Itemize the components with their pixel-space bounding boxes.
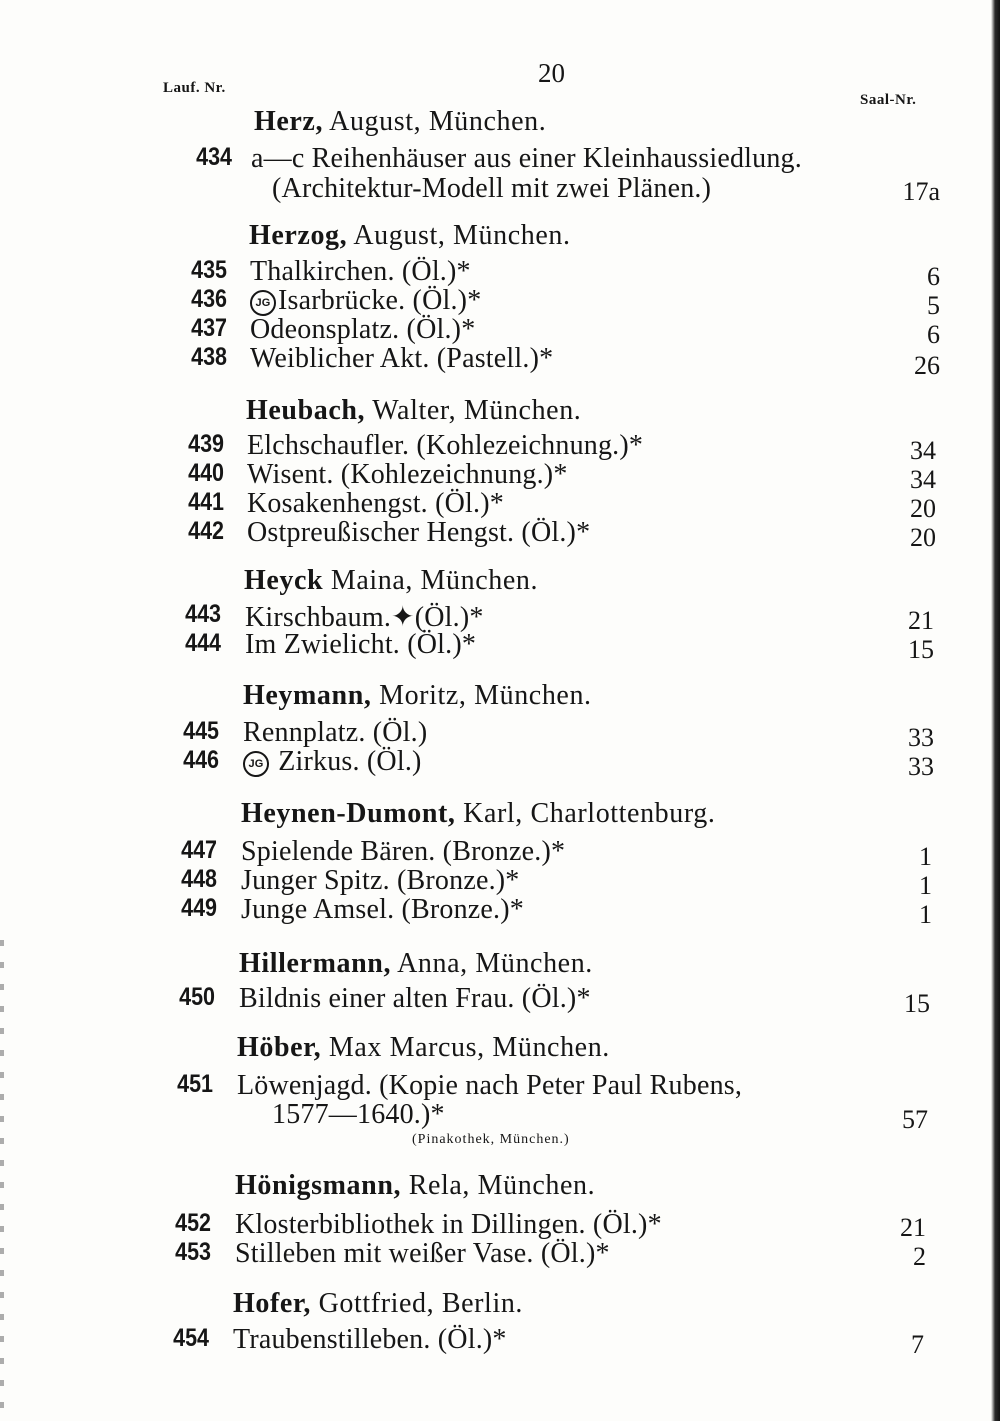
artist-location: Walter, München.	[365, 395, 582, 426]
entry-room: 1	[919, 871, 932, 900]
entry-title: Elchschaufler. (Kohlezeichnung.)*	[247, 430, 644, 461]
artist-name: Heubach,	[246, 395, 366, 426]
entry-room: 20	[910, 494, 936, 523]
entry-note: (Pinakothek, München.)	[412, 1132, 570, 1147]
catalog-entry	[0, 314, 1000, 349]
artist-location: Anna, München.	[391, 948, 593, 979]
entry-number: 436	[191, 285, 227, 313]
catalog-entry	[0, 1070, 1000, 1100]
entry-room: 15	[904, 989, 930, 1018]
catalog-entry	[0, 629, 1000, 664]
catalog-entry	[0, 1324, 1000, 1359]
artist-heading	[241, 798, 716, 830]
entry-room: 20	[910, 523, 936, 552]
entry-title: Ostpreußischer Hengst. (Öl.)*	[247, 517, 591, 548]
entry-title: Stilleben mit weißer Vase. (Öl.)*	[235, 1238, 610, 1269]
entry-number: 438	[191, 343, 227, 371]
entry-room: 6	[927, 320, 940, 349]
artist-name: Hillermann,	[239, 948, 392, 979]
page-number: 20	[538, 58, 565, 88]
jury-mark-icon: JG	[250, 290, 276, 316]
catalog-entry	[0, 459, 1000, 494]
entry-room: 21	[900, 1213, 926, 1242]
entry-number: 444	[185, 629, 221, 657]
entry-title: Traubenstilleben. (Öl.)*	[233, 1324, 507, 1355]
entry-room: 15	[908, 635, 934, 664]
catalog-entry	[0, 430, 1000, 465]
artist-name: Hönigsmann,	[235, 1170, 402, 1201]
entry-title: Rennplatz. (Öl.)	[243, 717, 428, 748]
entry-number: 439	[188, 430, 224, 458]
entry-number: 435	[191, 256, 227, 284]
artist-name: Herz,	[254, 106, 324, 137]
entry-room: 57	[902, 1105, 928, 1134]
artist-heading	[239, 948, 593, 980]
catalog-entry-continuation	[0, 173, 1000, 206]
entry-continuation: (Architektur-Modell mit zwei Plänen.)	[272, 173, 712, 204]
entry-title: Spielende Bären. (Bronze.)*	[241, 836, 566, 867]
entry-number: 450	[179, 983, 215, 1011]
entry-room: 17a	[902, 177, 940, 206]
catalog-entry	[0, 488, 1000, 523]
entry-title: a—c Reihenhäuser aus einer Kleinhaussiedlung.	[251, 143, 802, 174]
entry-title: Im Zwielicht. (Öl.)*	[245, 629, 477, 660]
catalog-entry	[0, 865, 1000, 900]
artist-location: Gottfried, Berlin.	[311, 1288, 524, 1319]
artist-location: Moritz, München.	[371, 680, 592, 711]
entry-number: 451	[177, 1070, 213, 1098]
entry-number: 445	[183, 717, 219, 745]
entry-title: Zirkus. (Öl.)	[278, 746, 422, 777]
page-edge-shadow	[991, 0, 1000, 1421]
catalog-entry	[0, 983, 1000, 1018]
artist-name: Heymann,	[243, 680, 372, 711]
jury-mark-icon: JG	[243, 751, 269, 777]
catalog-entry	[0, 517, 1000, 552]
artist-heading	[254, 106, 546, 138]
entry-title-wrap	[250, 285, 481, 317]
catalog-entry	[0, 1238, 1000, 1271]
entry-room: 5	[927, 291, 940, 320]
entry-room: 1	[919, 900, 932, 929]
artist-location: Karl, Charlottenburg.	[455, 798, 716, 829]
entry-number: 454	[173, 1324, 209, 1352]
catalog-entry	[0, 285, 1000, 320]
entry-title: Löwenjagd. (Kopie nach Peter Paul Rubens,	[237, 1070, 743, 1101]
entry-number: 446	[183, 746, 219, 774]
entry-title: Isarbrücke. (Öl.)*	[278, 285, 482, 316]
artist-heading	[243, 680, 592, 712]
entry-title: Thalkirchen. (Öl.)*	[250, 256, 471, 287]
catalog-entry	[0, 836, 1000, 871]
catalog-entry	[0, 143, 1000, 173]
artist-heading	[233, 1288, 523, 1320]
artist-heading	[244, 565, 538, 597]
entry-title: Weiblicher Akt. (Pastell.)*	[250, 343, 554, 374]
entry-number: 443	[185, 600, 221, 628]
entry-title: Klosterbibliothek in Dillingen. (Öl.)*	[235, 1209, 662, 1240]
entry-room: 34	[910, 465, 936, 494]
artist-location: August, München.	[323, 106, 547, 137]
entry-title: Junger Spitz. (Bronze.)*	[241, 865, 520, 896]
entry-title: Junge Amsel. (Bronze.)*	[241, 894, 524, 925]
entry-title: Bildnis einer alten Frau. (Öl.)*	[239, 983, 591, 1014]
catalog-entry-continuation	[0, 1099, 1000, 1134]
artist-name: Hofer,	[233, 1288, 311, 1319]
column-label-running-number: Lauf. Nr.	[163, 80, 226, 96]
entry-room: 2	[913, 1242, 926, 1271]
entry-title: Kirschbaum.✦(Öl.)*	[245, 602, 484, 633]
entry-room: 1	[919, 842, 932, 871]
entry-title: Wisent. (Kohlezeichnung.)*	[247, 459, 568, 490]
entry-title: Odeonsplatz. (Öl.)*	[250, 314, 476, 345]
entry-room: 33	[908, 752, 934, 781]
catalog-entry	[0, 746, 1000, 781]
entry-room: 34	[910, 436, 936, 465]
catalog-entry	[0, 600, 1000, 635]
entry-room: 21	[908, 606, 934, 635]
artist-heading	[235, 1170, 595, 1202]
entry-number: 453	[175, 1238, 211, 1266]
artist-location: Maina, München.	[323, 565, 539, 596]
catalog-entry	[0, 1209, 1000, 1242]
entry-number: 442	[188, 517, 224, 545]
catalog-entry	[0, 343, 1000, 380]
entry-title: Kosakenhengst. (Öl.)*	[247, 488, 504, 519]
artist-heading	[246, 395, 581, 427]
entry-number: 440	[188, 459, 224, 487]
catalog-entry	[0, 717, 1000, 752]
artist-name: Höber,	[237, 1032, 322, 1063]
entry-number: 434	[196, 143, 232, 171]
entry-number: 437	[191, 314, 227, 342]
catalog-entry	[0, 894, 1000, 929]
artist-location: August, München.	[347, 220, 571, 251]
entry-room: 26	[914, 351, 940, 380]
artist-name: Heyck	[244, 565, 324, 596]
entry-number: 448	[181, 865, 217, 893]
entry-number: 449	[181, 894, 217, 922]
entry-number: 447	[181, 836, 217, 864]
artist-heading	[249, 220, 571, 252]
entry-continuation: 1577—1640.)*	[272, 1099, 445, 1130]
catalog-entry	[0, 256, 1000, 291]
artist-name: Heynen-Dumont,	[241, 798, 456, 829]
entry-room: 7	[911, 1330, 924, 1359]
entry-room: 33	[908, 723, 934, 752]
entry-room: 6	[927, 262, 940, 291]
column-label-room-number: Saal-Nr.	[860, 92, 917, 108]
entry-number: 452	[175, 1209, 211, 1237]
artist-location: Max Marcus, München.	[321, 1032, 610, 1063]
artist-name: Herzog,	[249, 220, 348, 251]
artist-location: Rela, München.	[401, 1170, 596, 1201]
entry-number: 441	[188, 488, 224, 516]
artist-heading	[237, 1032, 610, 1064]
entry-title-wrap	[243, 746, 422, 778]
